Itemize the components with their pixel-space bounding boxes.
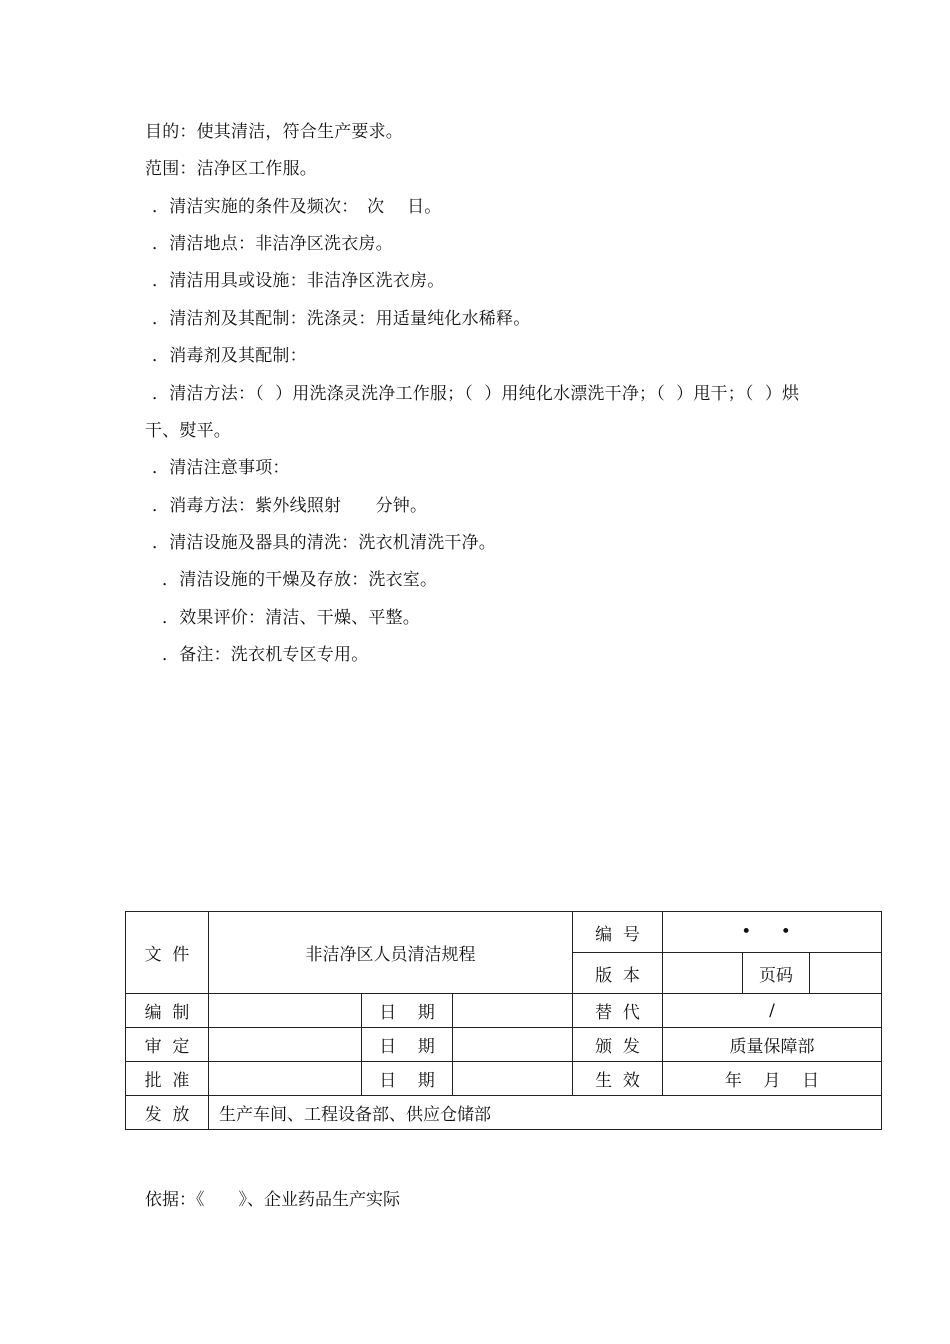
method-line-cont: 干、熨平。 [145,421,231,441]
approve-date-value [453,1062,573,1096]
document-info-table [125,911,882,1130]
remarks-line: ．备注：洗衣机专区专用。 [162,645,369,665]
code-label: 编 号 [573,912,663,953]
effective-label: 生 效 [573,1062,663,1096]
compile-value [209,994,362,1028]
file-label: 文 件 [126,912,209,994]
location-line: ．清洁地点：非洁净区洗衣房。 [152,234,393,254]
file-title: 非洁净区人员清洁规程 [209,912,573,994]
basis-line: 依据：《 》、企业药品生产实际 [145,1190,400,1210]
notes-line: ．清洁注意事项： [152,458,290,478]
issue-value: 质量保障部 [663,1028,882,1062]
compile-label: 编 制 [126,994,209,1028]
page-value [810,953,882,994]
distribute-label: 发 放 [126,1096,209,1130]
approve-value [209,1062,362,1096]
distribute-value: 生产车间、工程设备部、供应仓储部 [209,1096,882,1130]
review-date-value [453,1028,573,1062]
approve-label: 批 准 [126,1062,209,1096]
effective-value: 年 月 日 [663,1062,882,1096]
disinfectant-line: ．消毒剂及其配制： [152,346,307,366]
compile-date-value [453,994,573,1028]
version-value [663,953,743,994]
tools-line: ．清洁用具或设施：非洁净区洗衣房。 [152,271,445,291]
version-label: 版 本 [573,953,663,994]
review-date-label: 日 期 [362,1028,453,1062]
approve-date-label: 日 期 [362,1062,453,1096]
detergent-line: ．清洁剂及其配制：洗涤灵：用适量纯化水稀释。 [152,309,531,329]
page-label: 页码 [743,953,810,994]
issue-label: 颁 发 [573,1028,663,1062]
evaluation-line: ．效果评价：清洁、干燥、平整。 [162,608,420,628]
review-value [209,1028,362,1062]
equipment-cleaning-line: ．清洁设施及器具的清洗：洗衣机清洗干净。 [152,533,496,553]
drying-storage-line: ．清洁设施的干燥及存放：洗衣室。 [162,570,438,590]
disinfection-method-line: ．消毒方法：紫外线照射 分钟。 [152,496,428,516]
code-value: • • [663,912,882,953]
replace-label: 替 代 [573,994,663,1028]
scope-line: 范围：洁净区工作服。 [145,159,317,179]
frequency-line: ．清洁实施的条件及频次： 次 日。 [152,197,442,217]
compile-date-label: 日 期 [362,994,453,1028]
purpose-line: 目的：使其清洁，符合生产要求。 [145,122,403,142]
method-line: ．清洁方法：（ ）用洗涤灵洗净工作服；（ ）用纯化水漂洗干净；（ ）甩干；（ ）烘 [152,384,800,404]
review-label: 审 定 [126,1028,209,1062]
replace-value: / [663,994,882,1028]
